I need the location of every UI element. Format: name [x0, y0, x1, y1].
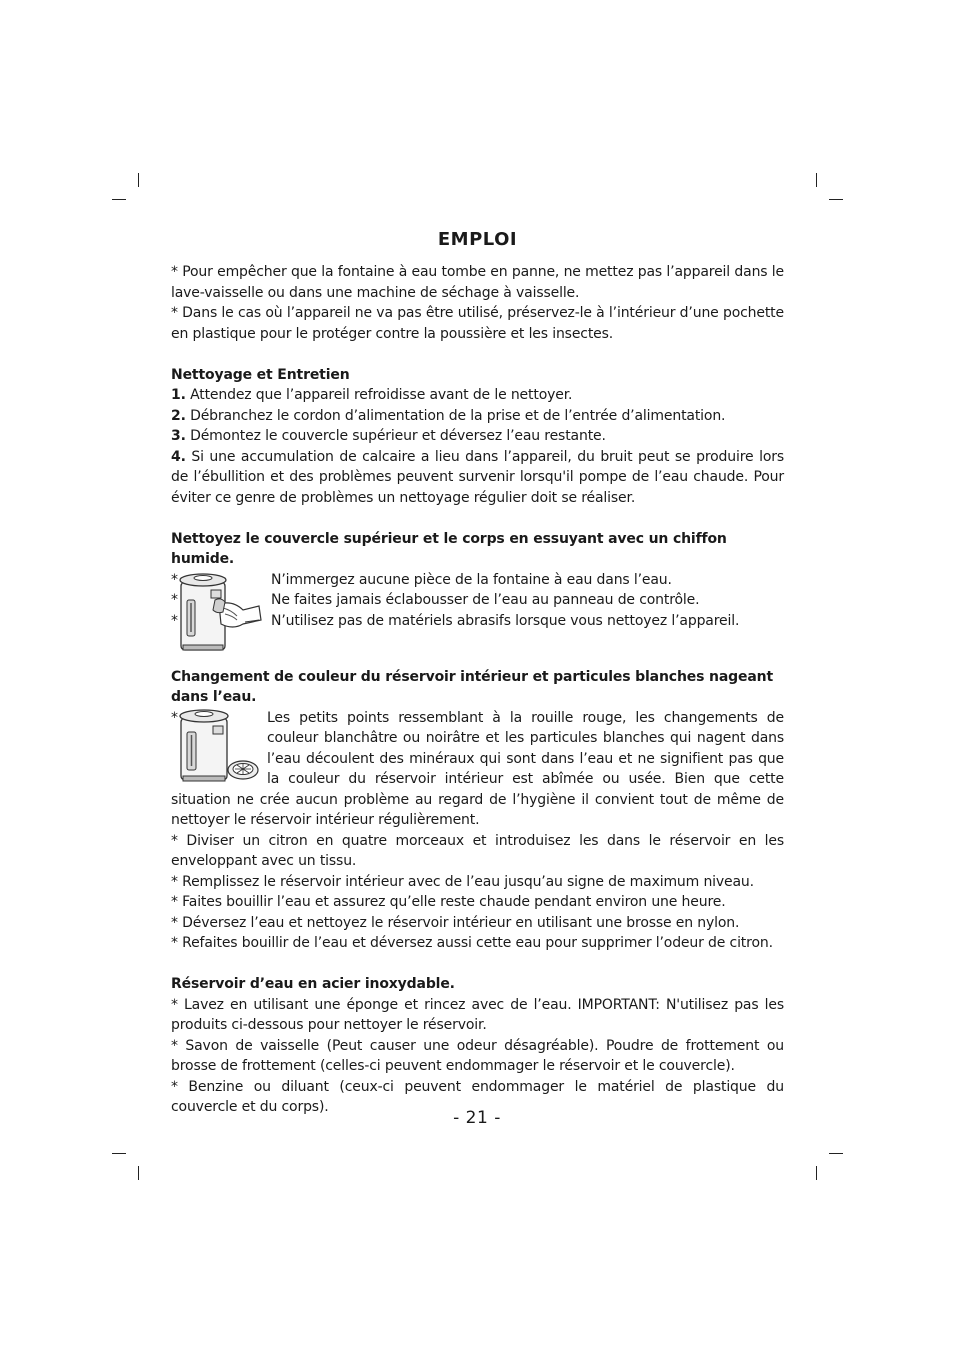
list-item: Ne faites jamais éclabousser de l’eau au panneau de contrôle.	[271, 592, 700, 608]
discolor-step: * Remplissez le réservoir intérieur avec de l’eau jusqu’au signe de maximum niveau.	[171, 873, 754, 890]
list-item: N’immergez aucune pièce de la fontaine à eau dans l’eau.	[271, 571, 672, 588]
step-text: Débranchez le cordon d’alimentation de la prise et de l’entrée d’alimentation.	[185, 407, 726, 424]
crop-mark	[138, 1166, 139, 1180]
dispenser-with-lemon-illustration	[177, 708, 261, 784]
steel-item: * Lavez en utilisant une éponge et rincez avec de l’eau. IMPORTANT: N'utilisez pas les produits ci-dessous pour nettoyer le réservoir.	[171, 996, 784, 1033]
discolor-step: * Diviser un citron en quatre morceaux et introduisez les dans le réservoir en les enveloppant avec un tissu.	[171, 832, 784, 869]
crop-mark	[112, 1153, 126, 1154]
step-number: 3.	[171, 428, 186, 444]
wipe-list	[271, 570, 784, 632]
cleaning-step	[171, 447, 784, 509]
crop-mark	[816, 173, 817, 187]
bullet-star: *	[171, 571, 178, 588]
cleaning-step	[171, 406, 784, 427]
cleaning-step	[171, 385, 784, 406]
steel-item: * Savon de vaisselle (Peut causer une odeur désagréable). Poudre de frottement ou brosse de frottement (celles-ci peuvent endommager le réservoir et le couvercle).	[171, 1037, 784, 1074]
section-heading-cleaning: Nettoyage et Entretien	[171, 366, 350, 383]
discolor-illustration-wrap	[171, 708, 263, 788]
bullet-star: *	[171, 592, 178, 608]
discolor-step: * Faites bouillir l’eau et assurez qu’elle reste chaude pendant environ une heure.	[171, 894, 726, 910]
bullet-star: *	[171, 709, 178, 726]
crop-mark	[829, 1153, 843, 1154]
section-heading-steel: Réservoir d’eau en acier inoxydable.	[171, 976, 455, 992]
discolor-step: * Refaites bouillir de l’eau et déversez aussi cette eau pour supprimer l’odeur de citron.	[171, 935, 773, 951]
crop-mark	[816, 1166, 817, 1180]
crop-mark	[829, 199, 843, 200]
page-title: EMPLOI	[437, 229, 518, 250]
bullet-star: *	[171, 612, 178, 629]
wipe-block	[171, 570, 784, 652]
section-heading-discolor: Changement de couleur du réservoir intérieur et particules blanches nageant dans l’eau.	[171, 668, 773, 705]
crop-mark	[138, 173, 139, 187]
step-text: Si une accumulation de calcaire a lieu dans l’appareil, du bruit peut se produire lors de l’ébullition et des problèmes peuvent survenir lorsqu'il pompe de l’eau chaude. Pour éviter ce genre de problèmes un nettoyage régulier doit se réaliser.	[171, 448, 784, 506]
discolor-step: * Déversez l’eau et nettoyez le réservoir intérieur en utilisant une brosse en nylon.	[171, 914, 740, 931]
cleaning-step	[171, 426, 784, 447]
discolor-paragraph: Les petits points ressemblant à la rouille rouge, les changements de couleur blanchâtre ou noirâtre et les particules blanches qui nagent dans l’eau découlent des minéraux qui sont dans l’eau et ne signifient pas que la couleur du réservoir intérieur est abîmée ou usée. Bien que cette situation ne crée aucun problème au regard de l’hygiène il convient tout de même de nettoyer le réservoir intérieur régulièrement.	[171, 709, 784, 828]
steel-item: * Benzine ou diluant (ceux-ci peuvent endommager le matériel de plastique du couvercle et du corps).	[171, 1078, 784, 1115]
section-heading-wipe: Nettoyez le couvercle supérieur et le corps en essuyant avec un chiffon humide.	[171, 530, 727, 567]
discolor-block	[171, 708, 784, 831]
page-number: - 21 -	[453, 1108, 501, 1128]
step-number: 4.	[171, 448, 186, 465]
crop-mark	[112, 199, 126, 200]
intro-paragraph: * Pour empêcher que la fontaine à eau tombe en panne, ne mettez pas l’appareil dans le lave-vaisselle ou dans une machine de séchage à vaisselle.	[171, 264, 784, 301]
step-text: Démontez le couvercle supérieur et déversez l’eau restante.	[185, 428, 606, 444]
step-text: Attendez que l’appareil refroidisse avant de le nettoyer.	[185, 387, 573, 403]
page-content	[171, 228, 784, 1118]
list-item: N’utilisez pas de matériels abrasifs lorsque vous nettoyez l’appareil.	[271, 612, 740, 629]
step-number: 2.	[171, 407, 186, 424]
wiping-dispenser-illustration	[175, 570, 263, 652]
intro-paragraph: * Dans le cas où l’appareil ne va pas être utilisé, préservez-le à l’intérieur d’une pochette en plastique pour le protéger contre la poussière et les insectes.	[171, 305, 784, 342]
step-number: 1.	[171, 387, 186, 403]
